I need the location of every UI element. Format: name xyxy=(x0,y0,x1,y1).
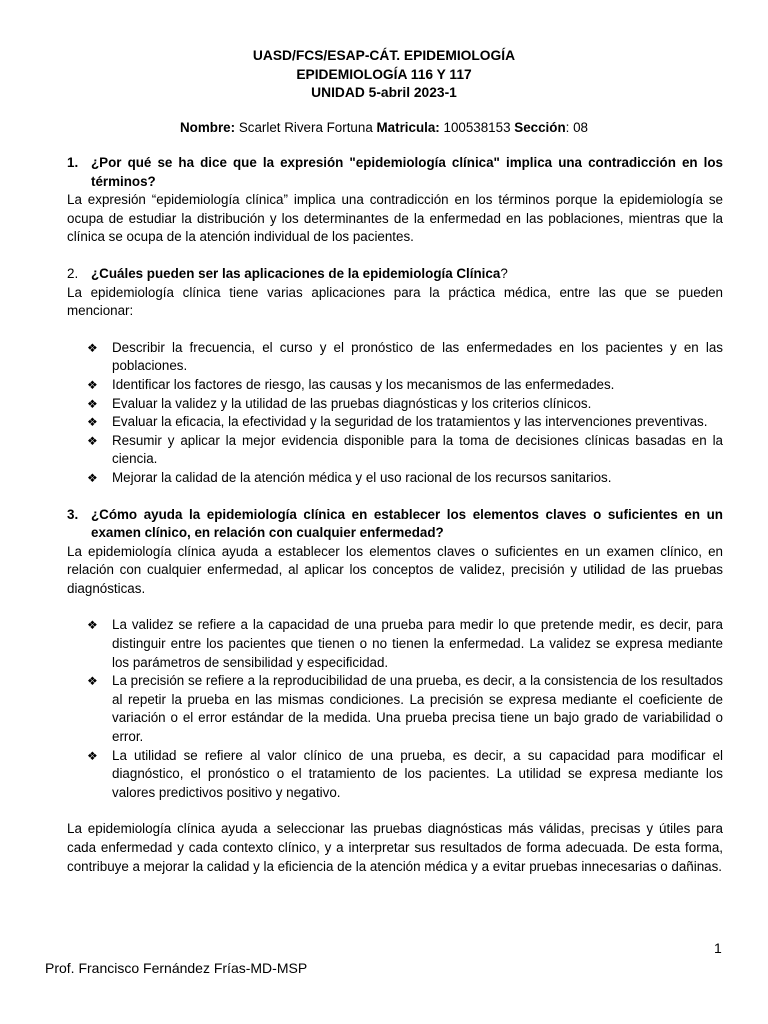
question-2-text: ¿Cuáles pueden ser las aplicaciones de la epidemiología Clínica xyxy=(91,265,501,281)
diamond-bullet-icon: ❖ xyxy=(87,396,98,411)
diamond-bullet-icon: ❖ xyxy=(87,415,98,430)
diamond-bullet-icon: ❖ xyxy=(87,377,98,392)
diamond-bullet-icon: ❖ xyxy=(87,618,98,633)
student-info xyxy=(0,119,768,137)
question-1-number: 1. xyxy=(67,155,79,170)
list-item: ❖ Evaluar la validez y la utilidad de las pruebas diagnósticas y los criterios clínicos. xyxy=(67,395,723,414)
answer-3-intro: La epidemiología clínica ayuda a establecer los elementos claves o suficientes en un examen clínico, en relación con cualquier enfermedad, al aplicar los conceptos de validez, precisión y utilidad de las pruebas diagnósticas. xyxy=(67,543,723,596)
name-label: Nombre: xyxy=(180,120,236,135)
diamond-bullet-icon: ❖ xyxy=(87,340,98,355)
document-body xyxy=(67,154,723,876)
question-2 xyxy=(67,265,723,284)
question-3-number: 3. xyxy=(67,506,79,522)
applications-list xyxy=(67,339,723,488)
student-name: Scarlet Rivera Fortuna xyxy=(238,120,373,135)
question-2-mark: ? xyxy=(500,265,508,281)
diamond-bullet-icon: ❖ xyxy=(87,748,98,763)
header-line-2: EPIDEMIOLOGÍA 116 Y 117 xyxy=(296,66,472,82)
question-3-text: ¿Cómo ayuda la epidemiología clínica en establecer los elementos claves o suficientes en un examen clínico, en relación con cualquier enfermedad? xyxy=(91,506,723,541)
matricula-value: 100538153 xyxy=(443,120,511,135)
list-item: ❖ Identificar los factores de riesgo, las causas y los mecanismos de las enfermedades. xyxy=(67,376,723,395)
question-1 xyxy=(67,154,723,191)
header-line-1: UASD/FCS/ESAP-CÁT. EPIDEMIOLOGÍA xyxy=(252,48,516,63)
list-item: ❖ La precisión se refiere a la reproducibilidad de una prueba, es decir, a la consistencia de los resultados al repetir la prueba en las mismas condiciones. La precisión se expresa mediante el coeficiente de variación o el error estándar de la medida. Una prueba precisa tiene un bajo grado de variabilidad o error. xyxy=(87,673,723,745)
matricula-label: Matricula: xyxy=(376,120,440,135)
list-item: ❖ La validez se refiere a la capacidad de una prueba para medir lo que pretende medir, es decir, para distinguir entre los pacientes que tienen o no tienen la enfermedad. La validez se expresa mediante los parámetros de sensibilidad y especificidad. xyxy=(87,617,723,670)
diamond-bullet-icon: ❖ xyxy=(87,470,98,485)
question-2-number: 2. xyxy=(67,265,79,281)
seccion-value: : 08 xyxy=(565,120,588,135)
header-line-3: UNIDAD 5-abril 2023-1 xyxy=(311,85,457,100)
document-header xyxy=(0,47,768,103)
page-number: 1 xyxy=(714,940,722,956)
list-item: ❖ Evaluar la eficacia, la efectividad y la seguridad de los tratamientos y las intervenciones preventivas. xyxy=(67,413,723,432)
list-item: ❖ Resumir y aplicar la mejor evidencia disponible para la toma de decisiones clínicas basadas en la ciencia. xyxy=(87,432,723,467)
diamond-bullet-icon: ❖ xyxy=(87,674,98,689)
diamond-bullet-icon: ❖ xyxy=(87,433,98,448)
list-item: ❖ Describir la frecuencia, el curso y el pronóstico de las enfermedades en los pacientes y en las poblaciones. xyxy=(87,339,723,374)
question-1-text: ¿Por qué se ha dice que la expresión "epidemiología clínica" implica una contradicción en los términos? xyxy=(91,155,723,189)
list-item: ❖ Mejorar la calidad de la atención médica y el uso racional de los recursos sanitarios. xyxy=(67,469,723,488)
list-item: ❖ La utilidad se refiere al valor clínico de una prueba, es decir, a su capacidad para modificar el diagnóstico, el pronóstico o el tratamiento de los pacientes. La utilidad se expresa mediante los valores predictivos positivo y negativo. xyxy=(87,747,723,800)
concepts-list xyxy=(67,616,723,802)
answer-3-conclusion: La epidemiología clínica ayuda a seleccionar las pruebas diagnósticas más válidas, precisas y útiles para cada enfermedad y cada contexto clínico, y a interpretar sus resultados de forma adecuada. De esta forma, contribuye a mejorar la calidad y la eficiencia de la atención médica y a evitar pruebas innecesarias o dañinas. xyxy=(67,821,723,874)
question-3 xyxy=(67,506,723,543)
page-footer: Prof. Francisco Fernández Frías-MD-MSP xyxy=(45,960,308,976)
seccion-label: Sección xyxy=(514,120,566,135)
answer-2-intro: La epidemiología clínica tiene varias aplicaciones para la práctica médica, entre las que se pueden mencionar: xyxy=(67,284,723,319)
answer-1: La expresión “epidemiología clínica” implica una contradicción en los términos porque la epidemiología se ocupa de estudiar la distribución y los determinantes de la enfermedad en las poblaciones, mientras que la clínica se ocupa de la atención individual de los pacientes. xyxy=(67,192,723,245)
